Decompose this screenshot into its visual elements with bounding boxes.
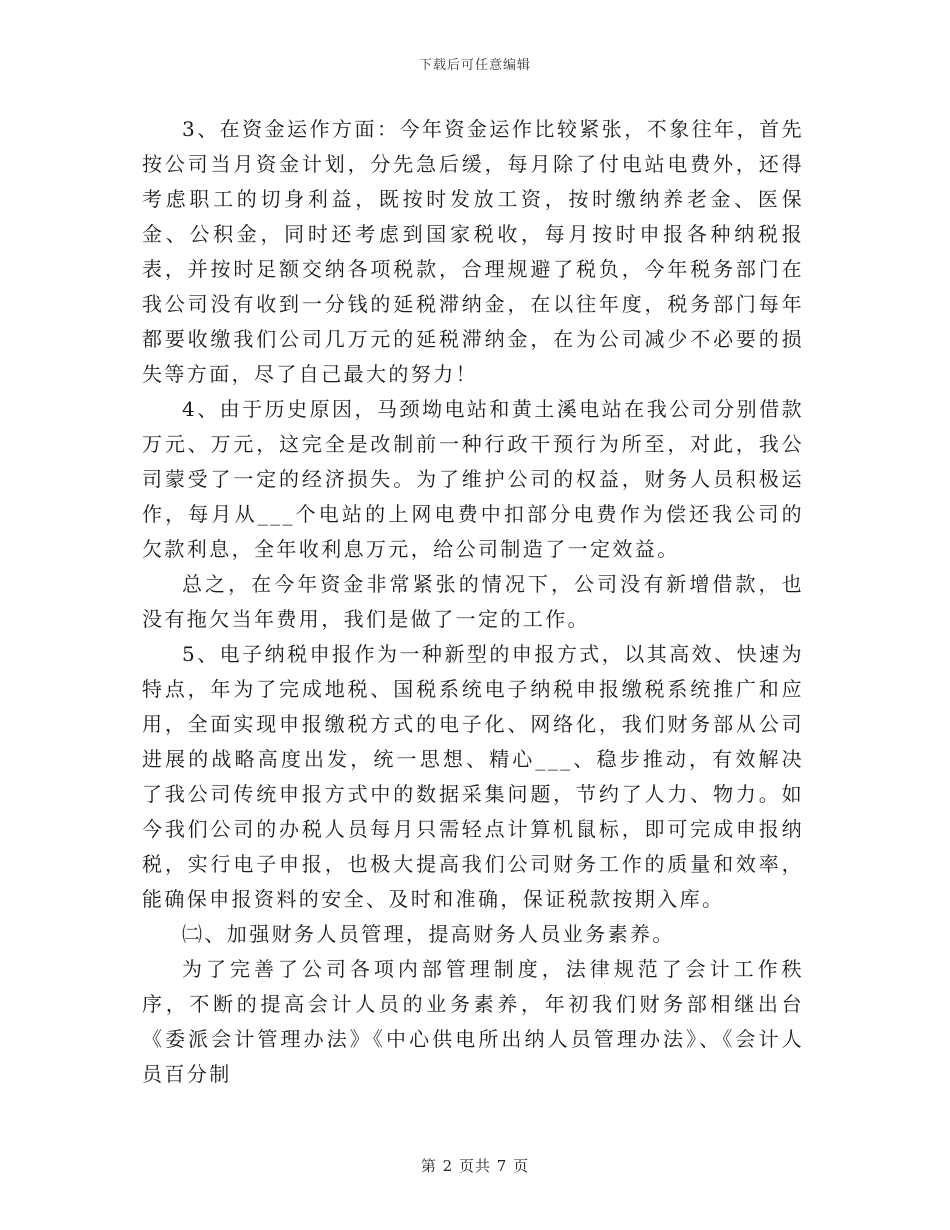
page-header: 下载后可任意编辑 xyxy=(418,58,531,73)
paragraph-e-tax-filing: 5、电子纳税申报作为一种新型的申报方式，以其高效、快速为特点，年为了完成地税、国税系统电子纳税申报缴税系统推广和应用，全面实现申报缴税方式的电子化、网络化，我们财务部从公司进展的战略高度出发，统一思想、精心___、稳步推动，有效解决了我公司传统申报方式中的数据采集问题，节约了人力、物力。如今我们公司的办税人员每月只需轻点计算机鼠标，即可完成申报纳税，实行电子申报，也极大提高我们公司财务工作的质量和效率，能确保申报资料的安全、及时和准确，保证税款按期入库。 xyxy=(142,642,804,911)
paragraph-funds-operation: 3、在资金运作方面：今年资金运作比较紧张，不象往年，首先按公司当月资金计划，分先急后缓，每月除了付电站电费外，还得考虑职工的切身利益，既按时发放工资，按时缴纳养老金、医保金、公积金，同时还考虑到国家税收，每月按时申报各种纳税报表，并按时足额交纳各项税款，合理规避了税负，今年税务部门在我公司没有收到一分钱的延税滞纳金，在以往年度，税务部门每年都要收缴我们公司几万元的延税滞纳金，在为公司减少不必要的损失等方面，尽了自己最大的努力！ xyxy=(142,117,804,386)
page-footer: 第 2 页共 7 页 xyxy=(420,1157,530,1175)
paragraph-summary: 总之，在今年资金非常紧张的情况下，公司没有新增借款，也没有拖欠当年费用，我们是做了一定的工作。 xyxy=(142,572,804,631)
section-heading-staff-management: ㈡、加强财务人员管理，提高财务人员业务素养。 xyxy=(182,922,675,946)
paragraph-management-rules: 为了完善了公司各项内部管理制度，法律规范了会计工作秩序，不断的提高会计人员的业务素养，年初我们财务部相继出台《委派会计管理办法》《中心供电所出纳人员管理办法》、《会计人员百分制 xyxy=(142,957,804,1086)
paragraph-historical-loans: 4、由于历史原因，马颈坳电站和黄土溪电站在我公司分别借款万元、万元，这完全是改制前一种行政干预行为所至，对此，我公司蒙受了一定的经济损失。为了维护公司的权益，财务人员积极运作，每月从___个电站的上网电费中扣部分电费作为偿还我公司的欠款利息，全年收利息万元，给公司制造了一定效益。 xyxy=(142,397,804,561)
document-body xyxy=(142,112,804,1092)
